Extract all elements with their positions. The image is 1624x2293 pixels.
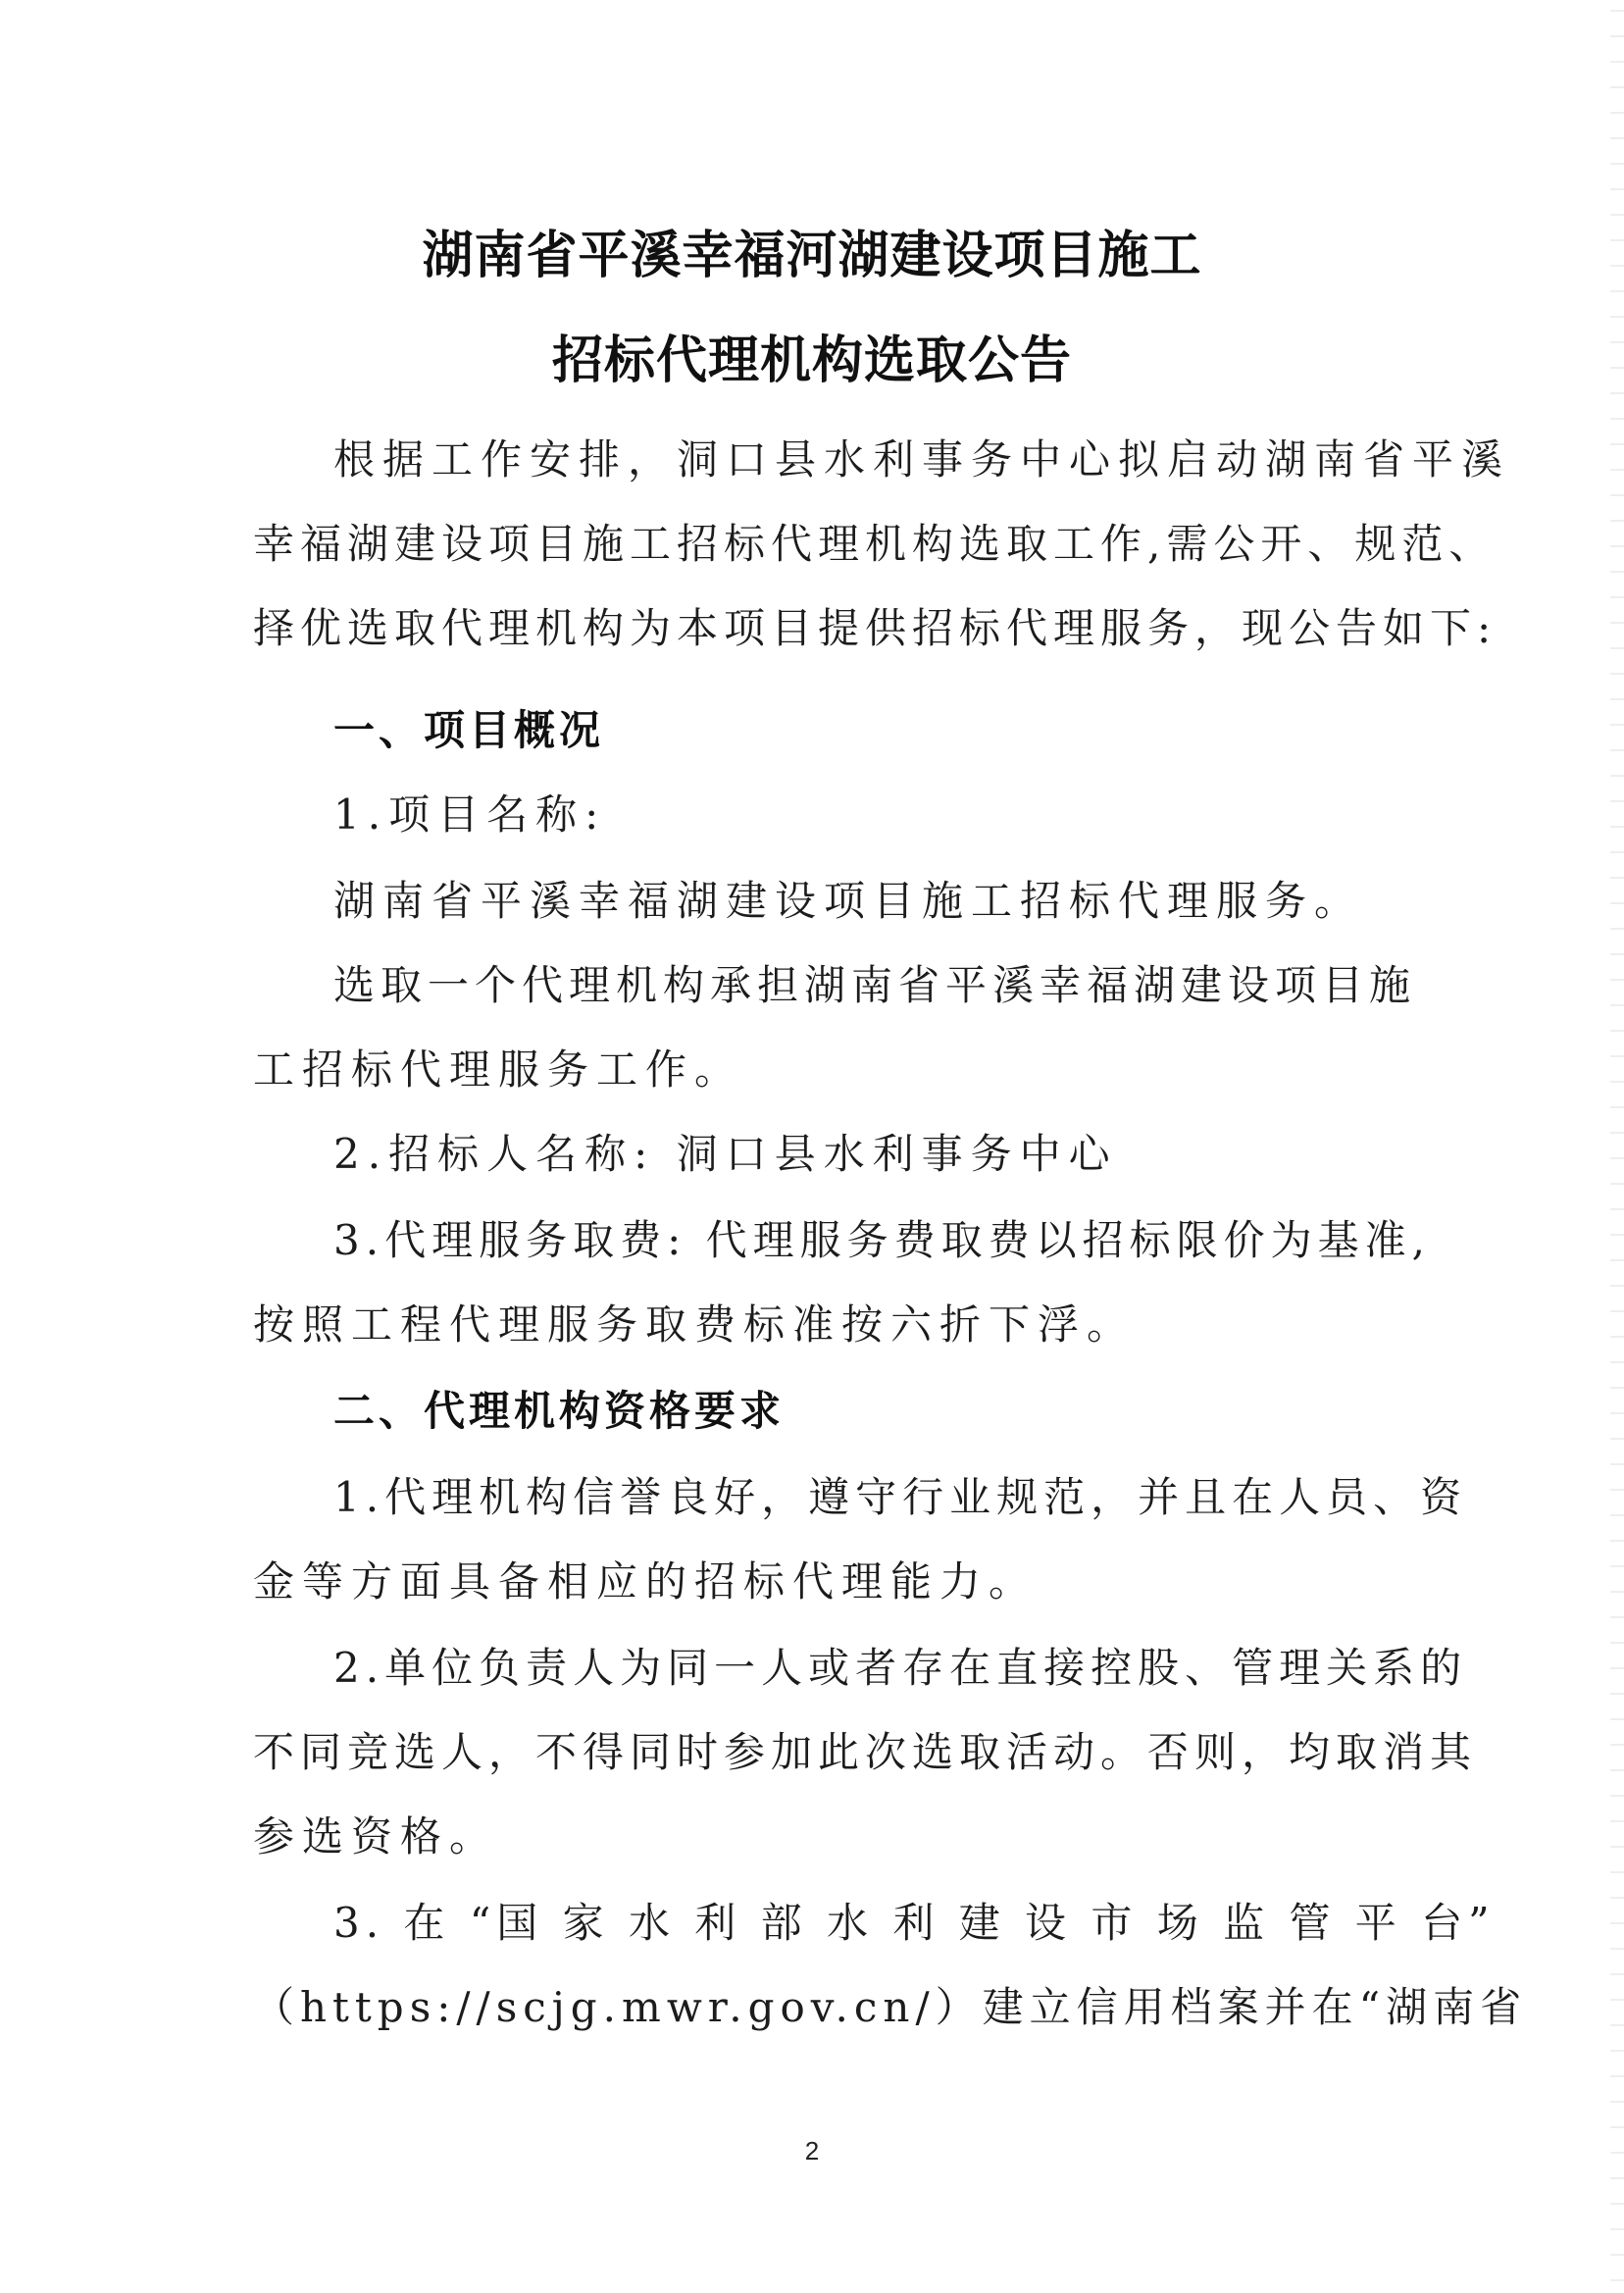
- intro-line-1: 根据工作安排，洞口县水利事务中心拟启动湖南省平溪: [333, 435, 1511, 484]
- qualification-2-line-1: 2.单位负责人为同一人或者存在直接控股、管理关系的: [333, 1644, 1468, 1692]
- service-fee-line-2: 按照工程代理服务取费标准按六折下浮。: [253, 1300, 1137, 1349]
- qualification-2-line-3: 参选资格。: [253, 1812, 499, 1860]
- project-desc-line-1: 选取一个代理机构承担湖南省平溪幸福湖建设项目施: [333, 961, 1417, 1009]
- document-title-line-2: 招标代理机构选取公告: [551, 331, 1072, 390]
- service-fee-line-1: 3.代理服务取费: 代理服务费取费以招标限价为基准,: [333, 1216, 1431, 1264]
- document-title-line-1: 湖南省平溪幸福河湖建设项目施工: [422, 227, 1202, 285]
- project-name-label: 1.项目名称:: [333, 790, 607, 839]
- intro-line-3: 择优选取代理机构为本项目提供招标代理服务，现公告如下:: [253, 604, 1497, 652]
- project-name-value: 湖南省平溪幸福湖建设项目施工招标代理服务。: [333, 877, 1364, 925]
- intro-line-2: 幸福湖建设项目施工招标代理机构选取工作,需公开、规范、: [253, 520, 1497, 568]
- page-number: 2: [804, 2136, 820, 2166]
- qualification-2-line-2: 不同竞选人，不得同时参加此次选取活动。否则，均取消其: [253, 1728, 1478, 1776]
- tenderer-name: 2.招标人名称: 洞口县水利事务中心: [333, 1130, 1118, 1178]
- qualification-1-line-1: 1.代理机构信誉良好，遵守行业规范，并且在人员、资: [333, 1473, 1468, 1521]
- qualification-1-line-2: 金等方面具备相应的招标代理能力。: [253, 1557, 1039, 1605]
- section-1-heading: 一、项目概况: [333, 706, 605, 754]
- project-desc-line-2: 工招标代理服务工作。: [253, 1045, 744, 1094]
- section-2-heading: 二、代理机构资格要求: [333, 1387, 786, 1435]
- qualification-3-line-1: 3. 在 “国 家 水 利 部 水 利 建 设 市 场 监 管 平 台”: [333, 1899, 1496, 1947]
- scan-edge-artifact: [1610, 0, 1624, 2293]
- qualification-3-line-2: （https://scjg.mwr.gov.cn/）建立信用档案并在“湖南省: [253, 1983, 1528, 2031]
